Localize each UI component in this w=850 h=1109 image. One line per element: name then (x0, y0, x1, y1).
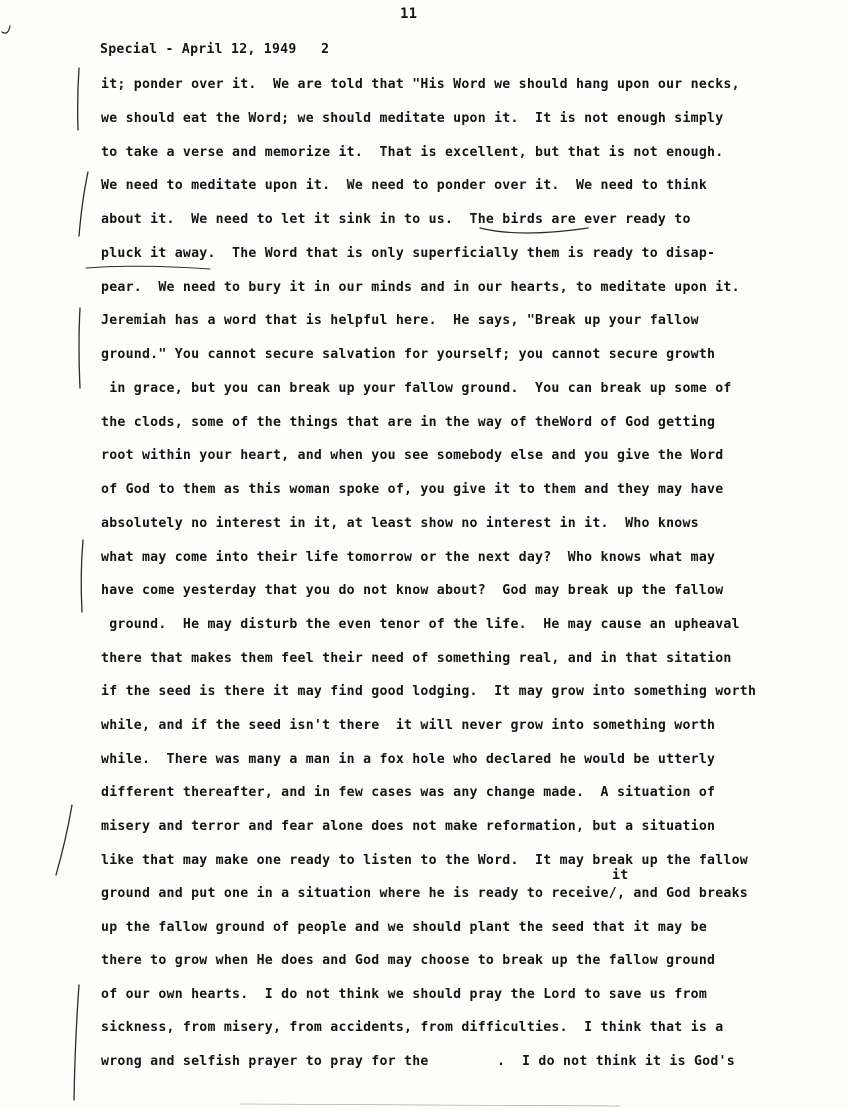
text-line-7: pear. We need to bury it in our minds and in our hearts, to meditate upon it. (101, 280, 740, 295)
text-line-5: about it. We need to let it sink in to us. The birds are ever ready to (101, 212, 691, 227)
bottom-smudge-line (240, 1104, 620, 1106)
text-line-13: of God to them as this woman spoke of, you give it to them and they may have (101, 482, 724, 497)
text-line-22: different thereafter, and in few cases was any change made. A situation of (101, 785, 716, 800)
text-line-30: wrong and selfish prayer to pray for the (101, 1054, 429, 1069)
margin-line-3 (79, 308, 80, 388)
text-line-10: in grace, but you can break up your fallow ground. You can break up some of (101, 381, 732, 396)
interlinear-insert: it (612, 868, 629, 883)
underline-pluck (86, 266, 210, 269)
text-line-25: ground and put one in a situation where he is ready to receive/, and God breaks (101, 886, 748, 901)
document-header: Special - April 12, 1949 2 (100, 42, 330, 57)
text-line-24: like that may make one ready to listen to the Word. It may break up the fallow (101, 853, 748, 868)
corner-tick-mark (2, 26, 10, 33)
text-line-19: if the seed is there it may find good lodging. It may grow into something worth (101, 684, 757, 699)
margin-line-4 (81, 540, 83, 612)
text-line-26: up the fallow ground of people and we should plant the seed that it may be (101, 920, 708, 935)
text-line-14: absolutely no interest in it, at least show no interest in it. Who knows (101, 516, 699, 531)
text-line-15: what may come into their life tomorrow or the next day? Who knows what may (101, 550, 716, 565)
margin-line-6 (74, 985, 79, 1100)
text-line-20: while, and if the seed isn't there it will never grow into something worth (101, 718, 716, 733)
text-line-6: pluck it away. The Word that is only superficially them is ready to disap- (101, 246, 716, 261)
text-line-29: sickness, from misery, from accidents, from difficulties. I think that is a (101, 1020, 724, 1035)
text-line-30-tail: I do not think it is God's (522, 1054, 735, 1069)
text-line-21: while. There was many a man in a fox hole who declared he would be utterly (101, 752, 716, 767)
margin-line-2 (79, 172, 88, 236)
text-line-16: have come yesterday that you do not know about? God may break up the fallow (101, 583, 724, 598)
text-line-11: the clods, some of the things that are in the way of theWord of God getting (101, 415, 716, 430)
margin-line-1 (78, 68, 79, 130)
margin-line-5 (56, 805, 72, 875)
text-line-4: We need to meditate upon it. We need to ponder over it. We need to think (101, 178, 708, 193)
text-line-27: there to grow when He does and God may choose to break up the fallow ground (101, 953, 716, 968)
text-line-1: it; ponder over it. We are told that "His Word we should hang upon our necks, (101, 77, 740, 92)
text-line-2: we should eat the Word; we should meditate upon it. It is not enough simply (101, 111, 724, 126)
trailing-period: . (497, 1054, 506, 1069)
underline-birds-are (480, 228, 588, 233)
text-line-8: Jeremiah has a word that is helpful here. He says, "Break up your fallow (101, 313, 699, 328)
text-line-28: of our own hearts. I do not think we should pray the Lord to save us from (101, 987, 708, 1002)
text-line-18: there that makes them feel their need of something real, and in that sitation (101, 651, 732, 666)
page-number: 11 (400, 6, 418, 22)
text-line-17: ground. He may disturb the even tenor of the life. He may cause an upheaval (101, 617, 740, 632)
text-line-3: to take a verse and memorize it. That is excellent, but that is not enough. (101, 145, 724, 160)
text-line-12: root within your heart, and when you see somebody else and you give the Word (101, 448, 724, 463)
text-line-9: ground." You cannot secure salvation for yourself; you cannot secure growth (101, 347, 716, 362)
text-line-23: misery and terror and fear alone does not make reformation, but a situation (101, 819, 716, 834)
